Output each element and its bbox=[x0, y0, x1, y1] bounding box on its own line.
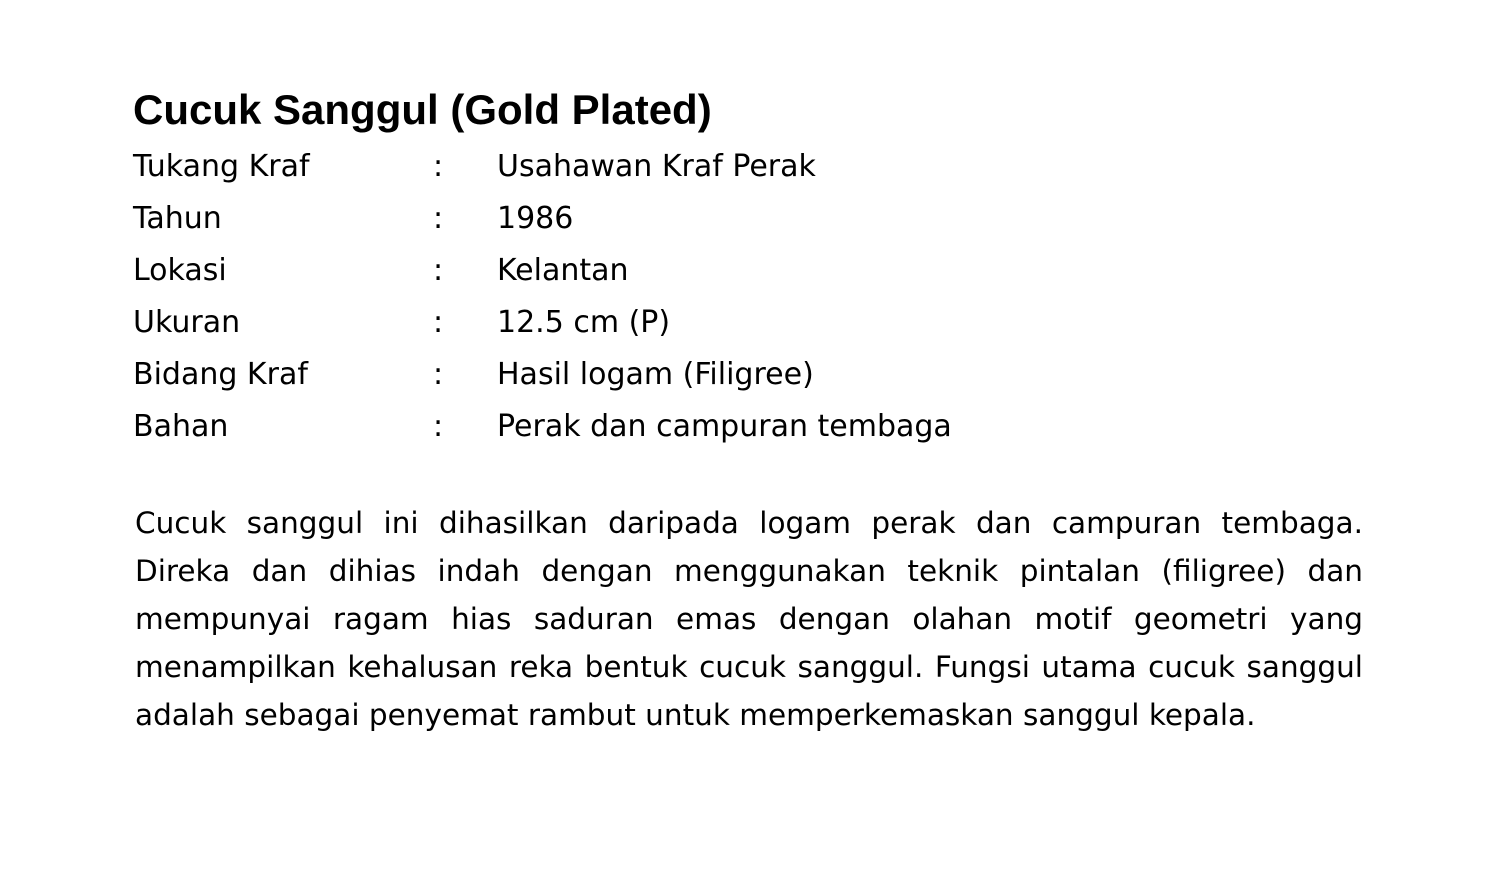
detail-label: Tukang Kraf bbox=[133, 149, 310, 184]
detail-label: Tahun bbox=[133, 201, 222, 236]
detail-separator: : bbox=[433, 357, 444, 392]
detail-label: Bahan bbox=[133, 409, 229, 444]
detail-value: Perak dan campuran tembaga bbox=[497, 409, 952, 444]
detail-separator: : bbox=[433, 253, 444, 288]
detail-value: 1986 bbox=[497, 201, 574, 236]
detail-separator: : bbox=[433, 201, 444, 236]
detail-value: 12.5 cm (P) bbox=[497, 305, 671, 340]
detail-value: Hasil logam (Filigree) bbox=[497, 357, 814, 392]
detail-label: Lokasi bbox=[133, 253, 227, 288]
detail-label: Ukuran bbox=[133, 305, 241, 340]
detail-separator: : bbox=[433, 305, 444, 340]
page-title: Cucuk Sanggul (Gold Plated) bbox=[133, 86, 712, 133]
detail-value: Kelantan bbox=[497, 253, 629, 288]
detail-label: Bidang Kraf bbox=[133, 357, 308, 392]
detail-value: Usahawan Kraf Perak bbox=[497, 149, 816, 184]
detail-separator: : bbox=[433, 149, 444, 184]
description-paragraph: Cucuk sanggul ini dihasilkan daripada logam perak dan campuran tembaga. Direka dan dihias indah dengan menggunakan teknik pintalan (filigree) dan mempunyai ragam hias saduran emas dengan olahan motif geometri yang menampilkan kehalusan reka bentuk cucuk sanggul. Fungsi utama cucuk sanggul adalah sebagai penyemat rambut untuk memperkemaskan sanggul kepala. bbox=[135, 506, 1363, 732]
detail-separator: : bbox=[433, 409, 444, 444]
